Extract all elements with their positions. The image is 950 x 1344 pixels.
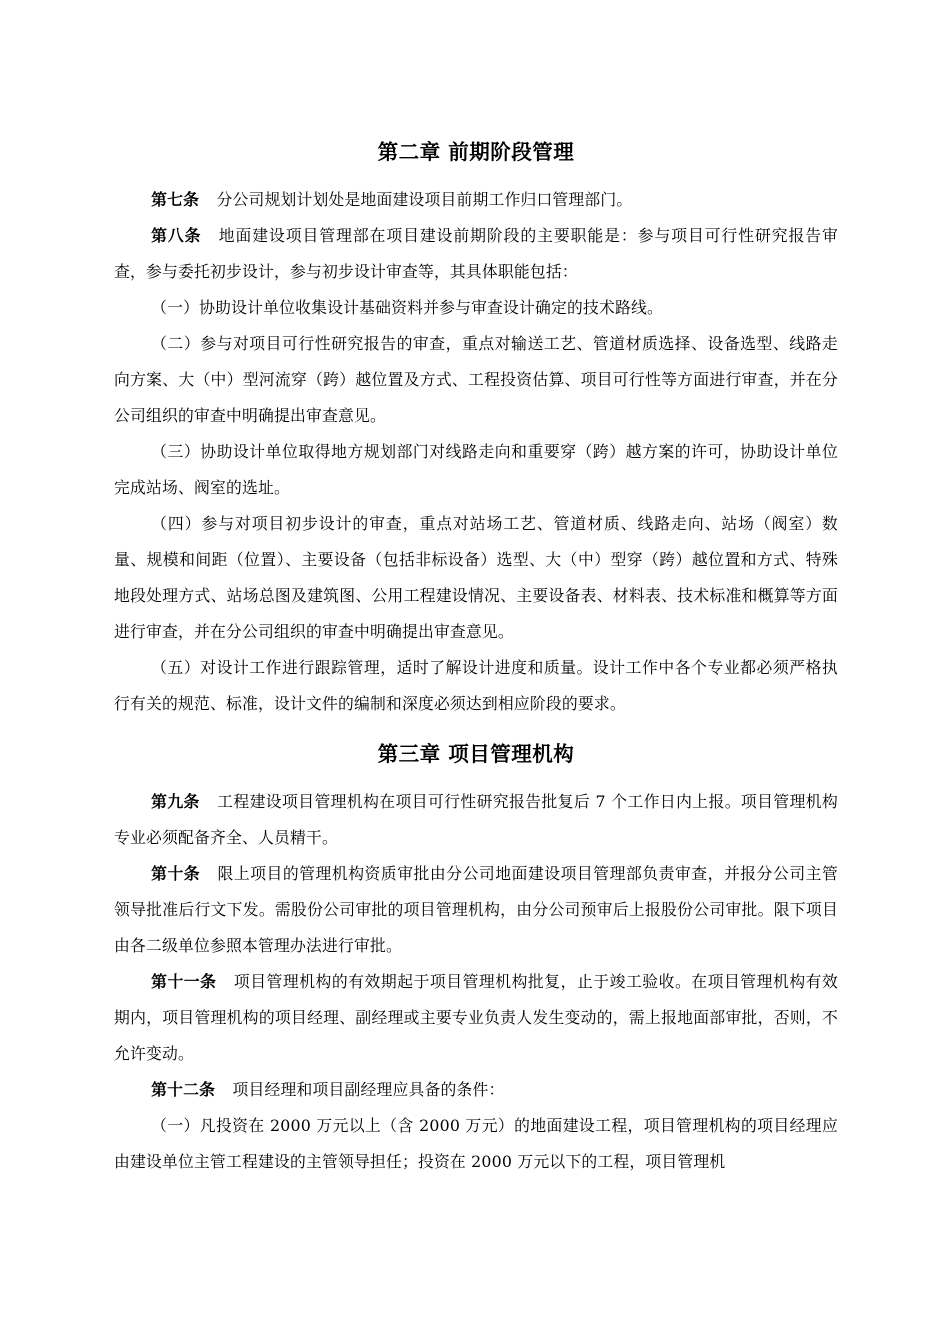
article-12-clause-1: （一）凡投资在 2000 万元以上（含 2000 万元）的地面建设工程，项目管理机构的项目经理应由建设单位主管工程建设的主管领导担任；投资在 2000 万元以下的工程，项目管理机	[114, 1116, 838, 1171]
article-text: 项目经理和项目副经理应具备的条件：	[232, 1080, 505, 1099]
article-text: 地面建设项目管理部在项目建设前期阶段的主要职能是：参与项目可行性研究报告审查，参与委托初步设计，参与初步设计审查等，其具体职能包括：	[114, 226, 838, 281]
chapter-2-title: 第二章 前期阶段管理	[377, 140, 575, 164]
article-text: 工程建设项目管理机构在项目可行性研究报告批复后 7 个工作日内上报。项目管理机构专业必须配备齐全、人员精干。	[114, 792, 838, 847]
article-8	[114, 218, 838, 290]
article-10	[114, 856, 838, 964]
clause-5: （五）对设计工作进行跟踪管理，适时了解设计进度和质量。设计工作中各个专业都必须严格执行有关的规范、标准，设计文件的编制和深度必须达到相应阶段的要求。	[114, 658, 838, 713]
clause-1: （一）协助设计单位收集设计基础资料并参与审查设计确定的技术路线。	[151, 298, 664, 317]
article-7	[114, 182, 838, 218]
article-label: 第十一条	[151, 972, 217, 991]
clause-3: （三）协助设计单位取得地方规划部门对线路走向和重要穿（跨）越方案的许可，协助设计单位完成站场、阀室的选址。	[114, 442, 838, 497]
article-11	[114, 964, 838, 1072]
article-label: 第八条	[151, 226, 202, 245]
article-label: 第十二条	[151, 1080, 216, 1099]
article-text: 限上项目的管理机构资质审批由分公司地面建设项目管理部负责审查，并报分公司主管领导批准后行文下发。需股份公司审批的项目管理机构，由分公司预审后上报股份公司审批。限下项目由各二级单位参照本管理办法进行审批。	[114, 864, 838, 955]
article-label: 第十条	[151, 864, 201, 883]
article-label: 第九条	[151, 792, 200, 811]
article-12	[114, 1072, 838, 1108]
chapter-3-title: 第三章 项目管理机构	[377, 742, 575, 766]
article-9	[114, 784, 838, 856]
document-page	[114, 128, 838, 1180]
article-text: 项目管理机构的有效期起于项目管理机构批复，止于竣工验收。在项目管理机构有效期内，项目管理机构的项目经理、副经理或主要专业负责人发生变动的，需上报地面部审批，否则，不允许变动。	[114, 972, 838, 1063]
clause-4: （四）参与对项目初步设计的审查，重点对站场工艺、管道材质、线路走向、站场（阀室）数量、规模和间距（位置）、主要设备（包括非标设备）选型、大（中）型穿（跨）越位置和方式、特殊地段处理方式、站场总图及建筑图、公用工程建设情况、主要设备表、材料表、技术标准和概算等方面进行审查，并在分公司组织的审查中明确提出审查意见。	[114, 514, 838, 641]
clause-2: （二）参与对项目可行性研究报告的审查，重点对输送工艺、管道材质选择、设备选型、线路走向方案、大（中）型河流穿（跨）越位置及方式、工程投资估算、项目可行性等方面进行审查，并在分公司组织的审查中明确提出审查意见。	[114, 334, 838, 425]
article-label: 第七条	[151, 190, 200, 209]
article-text: 分公司规划计划处是地面建设项目前期工作归口管理部门。	[216, 190, 633, 209]
